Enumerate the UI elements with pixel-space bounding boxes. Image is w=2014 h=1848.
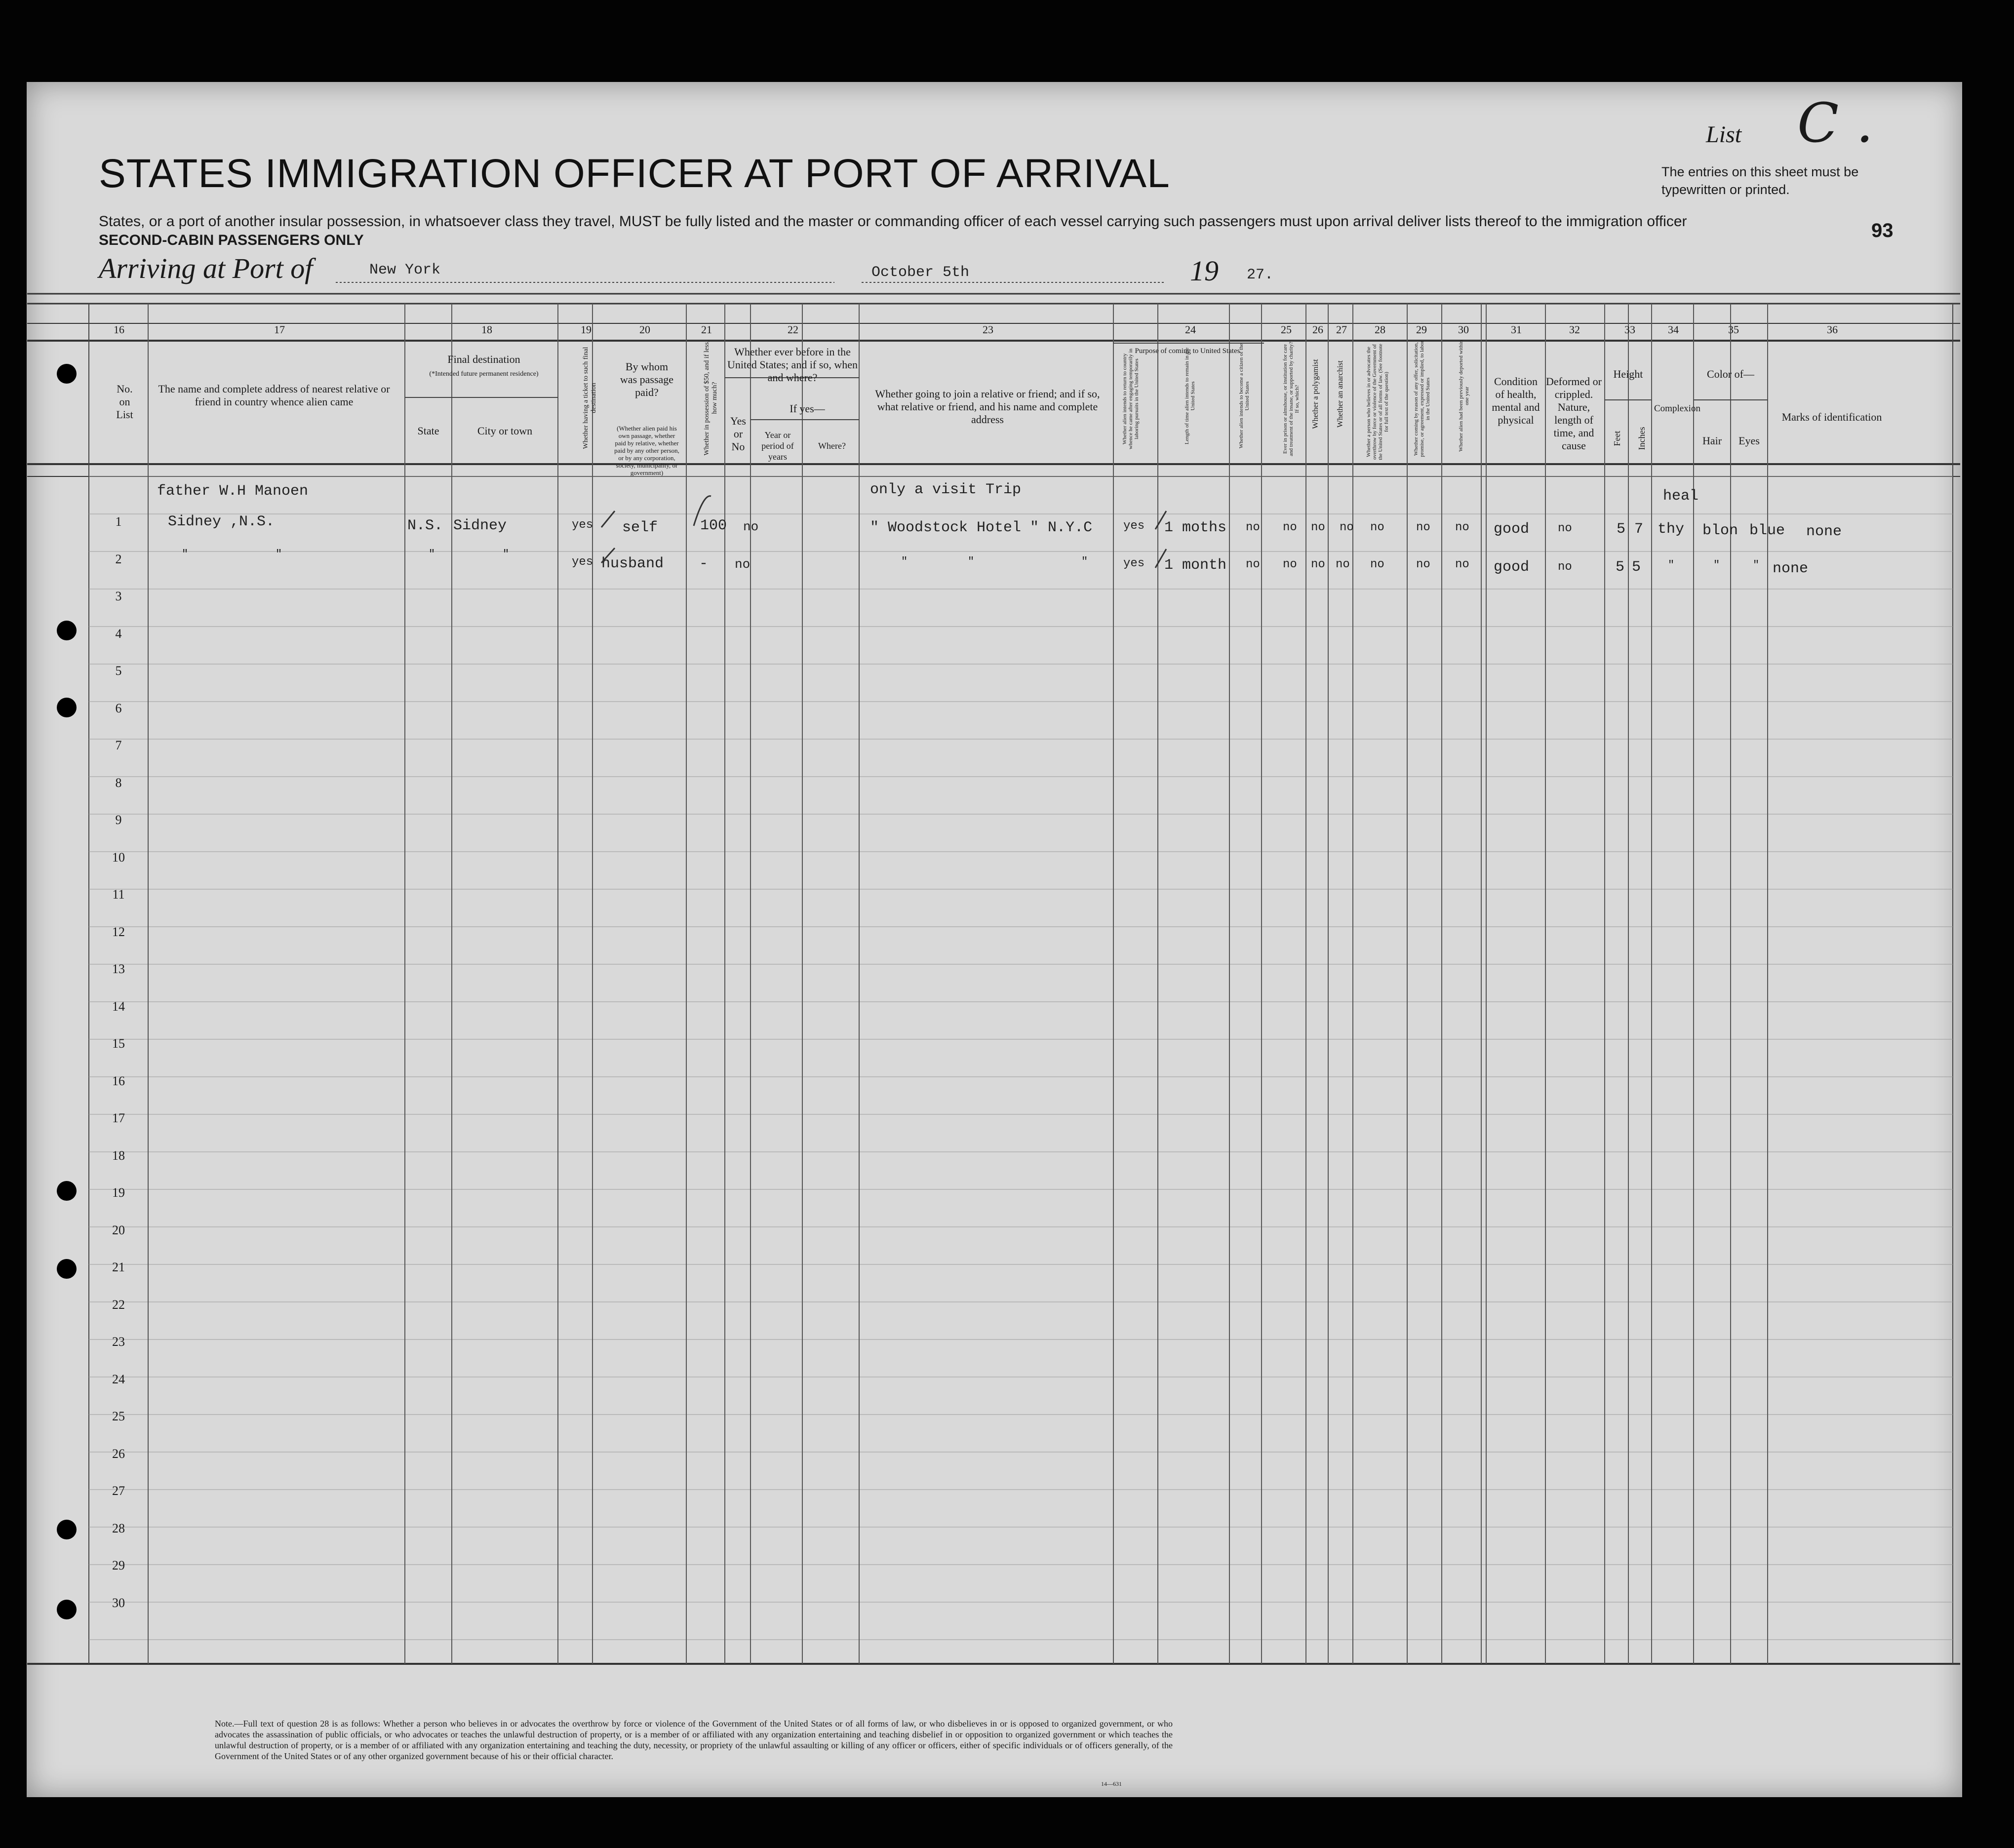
list-label: List — [1706, 121, 1742, 148]
footnote: Note.—Full text of question 28 is as follows: Whether a person who believes in or advocates the overthrow by force or violence of the Government of the United States or of all forms of law, or who disbelieves in or is opposed to organized government, or who advocates the assassination of public officials, or who advocates or teaches the unlawful destruction of property, or is a member of or affiliated with any organization entertaining and teaching disbelief in or opposition to organized government or which teaches the unlawful destruction of property, or is a member of or affiliated with any organization entertaining and teaching the duty, necessity, or propriety of the unlawful assaulting or killing of any officer or officers, either of specific individuals or of officers generally, of the Government of the United States or of any other organized government because of his or their official character. — [215, 1719, 1173, 1761]
row2-ticket: yes — [572, 555, 593, 569]
row1-length-stay: 1 moths — [1164, 519, 1227, 536]
row2-eyes: " — [1753, 559, 1760, 571]
row2-anarchist: no — [1336, 558, 1350, 571]
header-height: Height — [1613, 368, 1643, 380]
header-offer: Whether coming by reason of any offer, solicitation, promise, or agreement, expressed or implied, to labor in the United States — [1413, 341, 1431, 457]
row-number: 9 — [115, 813, 122, 827]
row-number: 25 — [112, 1409, 125, 1423]
col-number: 16 — [114, 323, 124, 336]
header-purpose-citizen: Whether alien intends to become a citizen of the United States — [1238, 343, 1250, 449]
row-number: 22 — [112, 1297, 125, 1312]
row1-hair: blon — [1702, 522, 1738, 539]
col-number: 28 — [1375, 323, 1385, 336]
header-before-in-us: Whether ever before in the United States; and if so, when and where? — [727, 346, 858, 384]
header-final-destination-note: (*Intended future permanent residence) — [429, 370, 539, 378]
header-color: Color of— — [1707, 368, 1754, 380]
col-number: 18 — [481, 323, 492, 336]
row2-prison: no — [1283, 558, 1297, 571]
header-state: State — [417, 425, 439, 437]
row2-relative-ditto: " — [276, 548, 282, 560]
row-number: 11 — [112, 887, 125, 902]
row1-inches: 7 — [1634, 521, 1644, 538]
row-number: 30 — [112, 1595, 125, 1610]
row2-deformed: no — [1558, 560, 1572, 574]
row-number: 2 — [115, 551, 122, 566]
list-value: C . — [1797, 91, 1874, 155]
row-number: 18 — [112, 1148, 125, 1163]
col-number: 21 — [701, 323, 712, 336]
header-period: Year or period of years — [761, 430, 794, 462]
sheet-title: STATES IMMIGRATION OFFICER AT PORT OF ARRIVAL — [99, 151, 1170, 196]
row2-hair: " — [1713, 559, 1720, 571]
row1-return-intent: yes — [1123, 519, 1145, 533]
row-number: 4 — [115, 626, 122, 641]
row-number: 16 — [112, 1073, 125, 1088]
header-purpose-length: Length of time alien intends to remain in the United States — [1184, 347, 1196, 445]
row-number: 5 — [115, 664, 122, 678]
typewritten-note: The entries on this sheet must be typewritten or printed. — [1661, 164, 1859, 197]
col-number: 33 — [1624, 323, 1635, 336]
row2-inches: 5 — [1632, 559, 1641, 576]
col-number: 29 — [1416, 323, 1427, 336]
row1-state: N.S. — [407, 517, 443, 534]
year-suffix: 27. — [1247, 267, 1274, 283]
header-deported: Whether alien had been previously deported within one year — [1458, 340, 1470, 452]
header-polygamist: Whether a polygamist — [1311, 359, 1320, 429]
row1-health: good — [1494, 521, 1530, 538]
row2-feet: 5 — [1616, 559, 1625, 576]
col-number: 20 — [639, 323, 650, 336]
row1-anarchist: no — [1340, 521, 1354, 534]
row-number: 3 — [115, 589, 122, 603]
row1-complexion-line1: heal — [1663, 488, 1699, 505]
row2-join-ditto: " — [901, 555, 908, 568]
row2-return-intent: yes — [1123, 557, 1145, 570]
header-passage-paid-note: (Whether alien paid his own passage, whether paid by relative, whether paid by any other person, or by any corporation, society, municipality, or government) — [614, 425, 679, 476]
col-number: 26 — [1312, 323, 1323, 336]
col-number: 32 — [1569, 323, 1580, 336]
row-number: 8 — [115, 775, 122, 790]
col-number: 19 — [581, 323, 592, 336]
row2-marks: none — [1773, 560, 1809, 577]
row-number: 12 — [112, 924, 125, 939]
row1-join-line2: " Woodstock Hotel " N.Y.C — [870, 519, 1093, 536]
form-number: 14—631 — [1101, 1780, 1122, 1787]
row2-complexion: " — [1668, 559, 1675, 571]
row1-overthrow: no — [1370, 521, 1384, 534]
row-number: 10 — [112, 850, 125, 865]
row-number: 14 — [112, 999, 125, 1014]
row2-money: - — [699, 555, 709, 572]
intro-line: States, or a port of another insular possession, in whatsoever class they travel, MUST be fully listed and the master or commanding officer of each vessel carrying such passengers must upon arrival deliver lists thereof to the immigration officer — [99, 213, 1687, 230]
row-number: 26 — [112, 1446, 125, 1461]
row-number: 1 — [115, 514, 122, 529]
row-number: 6 — [115, 701, 122, 715]
header-money: Whether in possession of $50, and if less, how much? — [703, 340, 718, 456]
header-no-on-list: No. on List — [116, 383, 133, 421]
header-prison: Ever in prison or almshouse, or institution for care and treatment of the insane, or supported by charity? If so, which? — [1282, 342, 1300, 456]
row1-deported: no — [1455, 521, 1469, 534]
row2-health: good — [1494, 559, 1530, 576]
header-health: Condition of health, mental and physical — [1492, 375, 1540, 426]
col-number: 30 — [1458, 323, 1469, 336]
row2-city: " — [503, 548, 510, 560]
row2-paid-by: husband — [601, 555, 664, 572]
row1-deformed: no — [1558, 522, 1572, 535]
row2-join-ditto: " — [968, 555, 975, 568]
row1-before-us: no — [743, 519, 759, 534]
row2-length-stay: 1 month — [1164, 557, 1227, 574]
row1-money: 100 — [700, 517, 727, 534]
row1-relative-line2: Sidney ,N.S. — [168, 513, 275, 530]
header-nearest-relative: The name and complete address of nearest relative or friend in country whence alien came — [158, 383, 390, 408]
header-overthrow: Whether a person who believes in or advocates the overthrow by force or violence of the Government of the United States or of all forms of law. (See footnote for full text of the question) — [1366, 344, 1389, 460]
row1-ticket: yes — [572, 518, 593, 532]
row2-before-us: no — [735, 557, 750, 572]
row-number: 7 — [115, 738, 122, 752]
header-deformed: Deformed or crippled. Nature, length of time, and cause — [1545, 375, 1602, 452]
row2-join-ditto: " — [1081, 555, 1088, 568]
col-number: 35 — [1728, 323, 1739, 336]
row2-relative-ditto: " — [182, 548, 189, 560]
header-passage-paid: By whom was passage paid? — [620, 360, 674, 398]
header-where: Where? — [818, 441, 846, 451]
row1-relative-line1: father W.H Manoen — [157, 483, 309, 500]
col-number: 34 — [1668, 323, 1679, 336]
row2-state: " — [429, 548, 435, 560]
header-if-yes: If yes— — [790, 402, 825, 415]
header-feet: Feet — [1612, 431, 1622, 446]
row2-deported: no — [1455, 558, 1469, 571]
header-purpose: Purpose of coming to United States — [1135, 347, 1240, 355]
header-eyes: Eyes — [1738, 434, 1760, 447]
col-number: 17 — [274, 323, 285, 336]
row1-offer: no — [1416, 521, 1430, 534]
cabin-class-line: SECOND-CABIN PASSENGERS ONLY — [99, 232, 364, 248]
row1-marks: none — [1806, 523, 1842, 540]
row-number: 15 — [112, 1036, 125, 1051]
port-value: New York — [369, 262, 441, 278]
col-number: 25 — [1281, 323, 1292, 336]
arriving-label: Arriving at Port of — [99, 252, 313, 284]
header-anarchist: Whether an anarchist — [1336, 360, 1344, 428]
row1-feet: 5 — [1617, 521, 1626, 538]
row-number: 23 — [112, 1335, 125, 1349]
date-value: October 5th — [871, 264, 970, 281]
row1-prison: no — [1283, 521, 1297, 534]
row-number: 21 — [112, 1260, 125, 1274]
col-number: 22 — [788, 323, 798, 336]
page-number: 93 — [1871, 220, 1894, 241]
row-number: 17 — [112, 1111, 125, 1125]
row1-complexion-line2: thy — [1658, 521, 1685, 538]
row-number: 13 — [112, 962, 125, 976]
row1-paid-by: self — [622, 519, 658, 536]
row2-overthrow: no — [1370, 558, 1384, 571]
row2-offer: no — [1416, 558, 1430, 571]
row-number: 28 — [112, 1521, 125, 1535]
col-number: 23 — [983, 323, 993, 336]
row1-eyes: blue — [1749, 522, 1785, 539]
row-number: 19 — [112, 1185, 125, 1200]
col-number: 36 — [1827, 323, 1838, 336]
header-city: City or town — [477, 425, 533, 437]
col-number: 31 — [1511, 323, 1522, 336]
header-join-relative: Whether going to join a relative or friend; and if so, what relative or friend, and his name and complete address — [875, 388, 1100, 426]
row1-city: Sidney — [453, 517, 507, 534]
header-final-destination: Final destination — [447, 353, 520, 365]
row1-join-line1: only a visit Trip — [870, 481, 1022, 498]
col-number: 27 — [1336, 323, 1347, 336]
header-ticket: Whether having a ticket to such final destination — [582, 347, 597, 449]
header-marks: Marks of identification — [1781, 411, 1882, 423]
row1-citizen: no — [1246, 521, 1260, 534]
row-number: 24 — [112, 1372, 125, 1386]
row-number: 29 — [112, 1558, 125, 1573]
year-prefix: 19 — [1190, 255, 1219, 287]
header-inches: Inches — [1637, 427, 1647, 450]
row1-polygamist: no — [1311, 521, 1325, 534]
row2-citizen: no — [1246, 558, 1260, 571]
col-number: 24 — [1185, 323, 1196, 336]
row-number: 20 — [112, 1222, 125, 1237]
header-complexion: Complexion — [1654, 403, 1700, 414]
row-number: 27 — [112, 1484, 125, 1498]
header-purpose-return: Whether alien intends to return to country whence he came after engaging temporarily in laboring pursuits in the United States — [1122, 349, 1140, 450]
row2-polygamist: no — [1311, 558, 1325, 571]
header-yes-no: Yes or No — [730, 415, 746, 453]
header-hair: Hair — [1702, 434, 1722, 447]
